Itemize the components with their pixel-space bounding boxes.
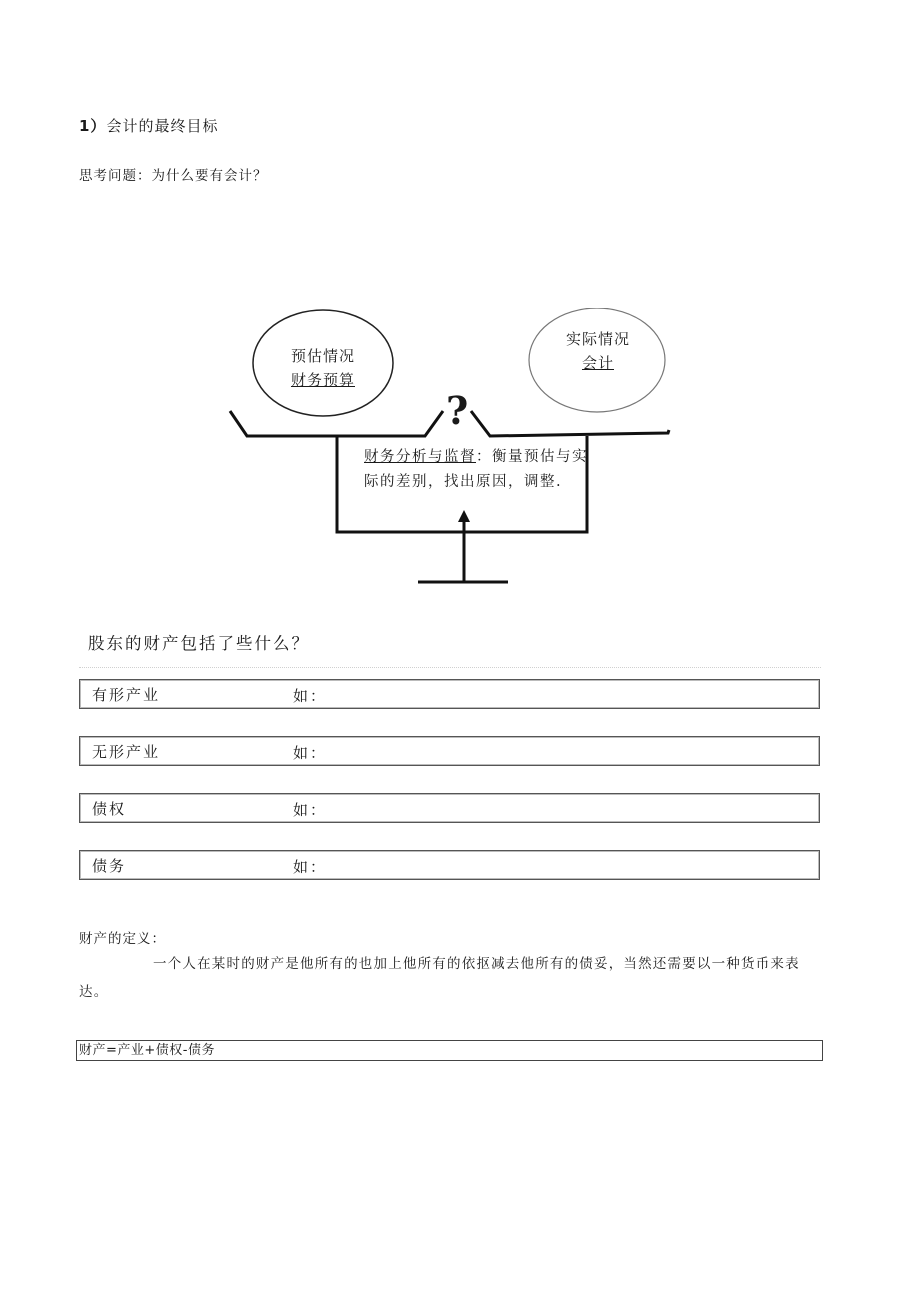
asset-row-tangible <box>79 679 820 709</box>
right-pan-beam <box>471 411 669 436</box>
asset-row-claims <box>79 793 820 823</box>
left-bubble-line2: 财务预算 <box>290 371 355 389</box>
asset-row-example: 如： <box>293 744 328 762</box>
asset-row-label: 有形产业 <box>92 686 161 704</box>
left-bubble-text <box>275 344 371 392</box>
right-bubble-line1: 实际情况 <box>565 330 630 348</box>
asset-row-intangible <box>79 736 820 766</box>
heading-number: 1） <box>79 117 107 135</box>
dotted-divider <box>79 667 821 668</box>
section-heading <box>79 115 218 136</box>
asset-row-example: 如： <box>293 801 328 819</box>
note-rest: ：衡量预估与实际的差别，找出原因，调整. <box>364 449 588 490</box>
analysis-note <box>364 445 594 495</box>
thinking-question: 思考问题：为什么要有会计？ <box>79 168 268 184</box>
definition-title: 财产的定义： <box>79 931 166 947</box>
note-title: 财务分析与监督 <box>364 449 476 465</box>
question-mark: ? <box>446 388 469 433</box>
asset-row-example: 如： <box>293 687 328 705</box>
asset-row-debts <box>79 850 820 880</box>
formula-text: 财产=产业+债权-债务 <box>79 1043 215 1058</box>
asset-row-example: 如： <box>293 858 328 876</box>
asset-row-label: 债务 <box>92 857 127 875</box>
heading-text: 会计的最终目标 <box>106 117 219 135</box>
left-bubble-line1: 预估情况 <box>290 347 355 365</box>
asset-row-label: 债权 <box>92 800 127 818</box>
definition-body: 一个人在某时的财产是他所有的也加上他所有的依抠减去他所有的债妥，当然还需要以一种货币来表达。 <box>79 956 800 1000</box>
arrow-head-icon <box>458 510 470 522</box>
right-bubble-line2: 会计 <box>581 354 614 372</box>
balance-diagram <box>225 308 675 593</box>
asset-row-label: 无形产业 <box>92 743 161 761</box>
right-bubble-text <box>550 327 646 375</box>
assets-question: 股东的财产包括了些什么？ <box>88 634 310 653</box>
property-formula <box>76 1040 823 1061</box>
